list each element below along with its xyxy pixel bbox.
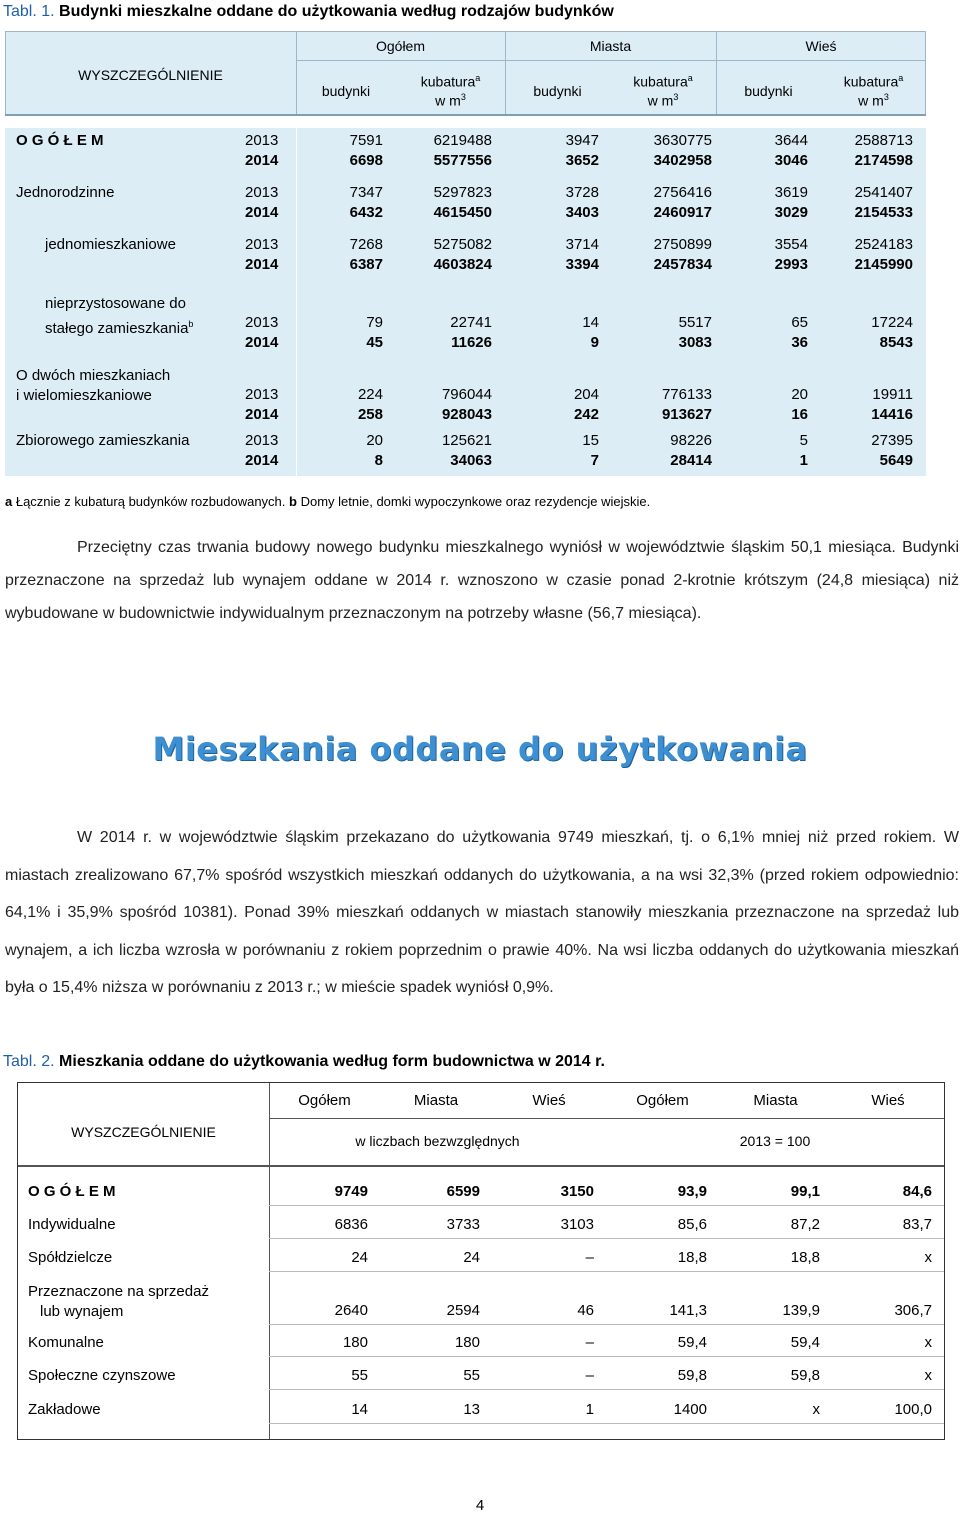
table1-cell: 2174598 <box>854 152 913 169</box>
table1-cell: 2154533 <box>854 204 913 221</box>
table2 <box>17 1082 945 1440</box>
table2-cell: 46 <box>577 1302 594 1319</box>
table2-cell: 84,6 <box>902 1183 932 1200</box>
table1-cell: 27395 <box>871 432 913 449</box>
col-header-kubatura: kubatura$^a$ w $m^3$ <box>420 73 481 109</box>
table1-cell: 7347 <box>349 184 383 201</box>
table2-cell: 59,8 <box>790 1367 820 1384</box>
table2-cell: 6836 <box>334 1216 368 1233</box>
col-header-budynki: budynki <box>744 83 793 99</box>
table1-cell: 20 <box>366 432 383 449</box>
table2-cell: 59,8 <box>677 1367 707 1384</box>
table1-header <box>5 31 926 116</box>
table1-cell: 11626 <box>451 334 492 351</box>
table2-col-header: Miasta <box>753 1092 798 1109</box>
table2-cell: – <box>585 1249 594 1266</box>
table1-cell: 3083 <box>678 334 712 351</box>
table2-cell: 14 <box>351 1401 368 1418</box>
table2-row-label: Przeznaczone na sprzedaż lub wynajem <box>28 1283 209 1320</box>
table2-sub-index: 2013 = 100 <box>739 1133 811 1149</box>
table1-cell: 3652 <box>565 152 599 169</box>
table1-cell: 224 <box>357 386 383 403</box>
table1-cell: 6432 <box>349 204 383 221</box>
table1-cell: 3554 <box>774 236 808 253</box>
table1-cell: 3394 <box>565 256 599 273</box>
table1-cell: 7268 <box>349 236 383 253</box>
table2-cell: 13 <box>463 1401 480 1418</box>
table2-cell: 3733 <box>446 1216 480 1233</box>
table1-cell: 15 <box>582 432 599 449</box>
table1-cell: 5577556 <box>433 152 492 169</box>
table1-cell: 3046 <box>774 152 808 169</box>
table1-cell: 6219488 <box>433 132 492 149</box>
table1-cell: 3644 <box>774 132 808 149</box>
table2-cell: x <box>924 1334 932 1351</box>
table1-cell: 2756416 <box>653 184 712 201</box>
table2-cell: 24 <box>351 1249 368 1266</box>
table1-cell: 34063 <box>450 452 492 469</box>
table1-cell: 5297823 <box>433 184 492 201</box>
table1-cell: 5517 <box>678 314 712 331</box>
table2-cell: 100,0 <box>894 1401 932 1418</box>
table1-cell: 1 <box>799 452 808 469</box>
table1-year: 2013 <box>245 236 279 253</box>
table2-row-label: Indywidualne <box>28 1216 116 1233</box>
table1-cell: 2460917 <box>653 204 712 221</box>
table1-cell: 20 <box>791 386 808 403</box>
section-heading: Mieszkania oddane do użytkowania <box>152 730 808 768</box>
table1-cell: 928043 <box>441 406 492 423</box>
group-header-wies: Wieś <box>805 38 837 54</box>
table1-row-label: O dwóch mieszkaniach i wielomieszkaniowe <box>16 367 171 404</box>
table1-year: 2014 <box>245 452 279 469</box>
stub-header: WYSZCZEGÓLNIENIE <box>78 67 223 83</box>
table2-cell: x <box>924 1367 932 1384</box>
table2-sub-absolute: w liczbach bezwzględnych <box>355 1133 520 1149</box>
table1-cell: 6387 <box>349 256 383 273</box>
table2-stub-header: WYSZCZEGÓLNIENIE <box>71 1124 216 1140</box>
table2-col-header: Miasta <box>413 1092 459 1109</box>
page-number: 4 <box>475 1497 485 1514</box>
table1-cell: 4603824 <box>433 256 492 273</box>
table1-year: 2014 <box>245 256 279 273</box>
table2-row-label: Spółdzielcze <box>28 1249 113 1266</box>
col-header-budynki: budynki <box>321 83 371 99</box>
table2-cell: 9749 <box>334 1183 368 1200</box>
table2-cell: x <box>924 1249 932 1266</box>
table2-row-label: Społeczne czynszowe <box>28 1367 176 1384</box>
table1-cell: 125621 <box>441 432 492 449</box>
table2-cell: 99,1 <box>790 1183 820 1200</box>
table1-cell: 36 <box>791 334 808 351</box>
table2-cell: x <box>812 1401 820 1418</box>
table1-cell: 7591 <box>349 132 383 149</box>
table1-cell: 4615450 <box>433 204 492 221</box>
table1-cell: 14 <box>582 314 599 331</box>
table2-row-label: Zakładowe <box>28 1401 101 1418</box>
table1-cell: 2588713 <box>854 132 913 149</box>
table1-cell: 28414 <box>670 452 712 469</box>
table1-row-label: Jednorodzinne <box>16 184 115 201</box>
table1-cell: 6698 <box>349 152 383 169</box>
table1-cell: 8543 <box>879 334 913 351</box>
table1-cell: 14416 <box>871 406 913 423</box>
table1-cell: 3403 <box>565 204 599 221</box>
table1-year: 2013 <box>245 432 279 449</box>
table2-row-label: O G Ó Ł E M <box>28 1183 116 1200</box>
table1-cell: 3630775 <box>653 132 712 149</box>
table2-cell: 1 <box>585 1401 594 1418</box>
table2-label: Tabl. 2. <box>3 1053 55 1070</box>
table1-cell: 9 <box>590 334 599 351</box>
table2-cell: 18,8 <box>677 1249 707 1266</box>
table1-year: 2014 <box>245 204 279 221</box>
table1-cell: 913627 <box>661 406 712 423</box>
table1-cell: 5 <box>799 432 808 449</box>
table2-cell: 2640 <box>334 1302 368 1319</box>
table2-cell: 1400 <box>673 1401 707 1418</box>
table1-year: 2013 <box>245 132 279 149</box>
group-header-miasta: Miasta <box>589 38 632 54</box>
table2-cell: 6599 <box>446 1183 480 1200</box>
table1-cell: 776133 <box>661 386 712 403</box>
table1-cell: 204 <box>573 386 599 403</box>
table1-cell: 8 <box>374 452 383 469</box>
table1-cell: 2750899 <box>653 236 712 253</box>
table1-cell: 796044 <box>441 386 492 403</box>
paragraph-dwellings: W 2014 r. w województwie śląskim przekazano do użytkowania 9749 mieszkań, tj. o 6,1% mniej niż przed rokiem. W miastach zrealizowano 67,7% spośród wszystkich mieszkań oddanych do użytkowania, a na wsi 32,3% (przed rokiem odpowiednio: 64,1% i 35,9% spośród 10381). Ponad 39% mieszkań oddanych w miastach stanowiły mieszkania przeznaczone na sprzedaż lub wynajem, a ich liczba wzrosła w porównaniu z rokiem poprzednim o prawie 40%. Na wsi liczba oddanych do użytkowania mieszkań była o 15,4% niższa w porównaniu z 2013 r.; w mieście spadek wyniósł 0,9%. <box>5 829 959 997</box>
col-header-kubatura: kubatura$^a$ w $m^3$ <box>843 73 904 109</box>
table1-title <box>3 3 614 21</box>
table1-cell: 3728 <box>565 184 599 201</box>
table1-footnotes: a Łącznie z kubaturą budynków rozbudowanych. b Domy letnie, domki wypoczynkowe oraz rezydencje wiejskie. <box>5 494 651 509</box>
table1-year: 2013 <box>245 386 279 403</box>
table1-row-label: Zbiorowego zamieszkania <box>16 432 190 449</box>
table2-title-text: Mieszkania oddane do użytkowania według form budownictwa w 2014 r. <box>59 1053 605 1070</box>
table1-cell: 22741 <box>450 314 492 331</box>
table2-cell: 141,3 <box>669 1302 707 1319</box>
table1-cell: 45 <box>366 334 383 351</box>
table2-cell: 2594 <box>446 1302 480 1319</box>
table1-cell: 17224 <box>871 314 913 331</box>
table1-cell: 7 <box>590 452 599 469</box>
table2-title <box>3 1053 605 1071</box>
table2-cell: 18,8 <box>790 1249 820 1266</box>
table1-cell: 2993 <box>774 256 808 273</box>
group-header-ogolem: Ogółem <box>375 38 426 54</box>
table1-year: 2013 <box>245 314 279 331</box>
table1-label: Tabl. 1. <box>3 3 55 20</box>
table2-cell: 83,7 <box>902 1216 932 1233</box>
table1-cell: 3714 <box>565 236 599 253</box>
table1-body <box>5 128 926 476</box>
table1-row-label: nieprzystosowane do stałego zamieszkania$^b$ <box>45 295 194 337</box>
table1-year: 2014 <box>245 334 279 351</box>
table2-cell: 55 <box>463 1367 480 1384</box>
table2-col-header: Ogółem <box>636 1092 689 1109</box>
table1-year: 2013 <box>245 184 279 201</box>
table2-col-header: Ogółem <box>298 1092 351 1109</box>
table1-year: 2014 <box>245 152 279 169</box>
table1-cell: 2457834 <box>653 256 712 273</box>
table1-row-label: O G Ó Ł E M <box>16 132 104 149</box>
table2-cell: 3103 <box>560 1216 594 1233</box>
table1-cell: 98226 <box>670 432 712 449</box>
table1-cell: 5649 <box>879 452 913 469</box>
table2-cell: – <box>585 1367 594 1384</box>
table2-row-label: Komunalne <box>28 1334 104 1351</box>
table1-cell: 2524183 <box>854 236 913 253</box>
table2-cell: 93,9 <box>677 1183 707 1200</box>
table1-cell: 16 <box>791 406 808 423</box>
table2-cell: 180 <box>342 1334 368 1351</box>
table2-cell: 59,4 <box>790 1334 820 1351</box>
table2-cell: 59,4 <box>677 1334 707 1351</box>
table1-cell: 5275082 <box>433 236 492 253</box>
table2-cell: 139,9 <box>782 1302 820 1319</box>
table1-cell: 3402958 <box>653 152 712 169</box>
table2-col-header: Wieś <box>532 1092 566 1109</box>
table2-cell: – <box>585 1334 594 1351</box>
table2-cell: 87,2 <box>790 1216 820 1233</box>
table2-cell: 24 <box>463 1249 480 1266</box>
table1-cell: 65 <box>791 314 808 331</box>
table1-cell: 3029 <box>774 204 808 221</box>
table1-cell: 79 <box>366 314 383 331</box>
table1-row-label: jednomieszkaniowe <box>45 236 176 253</box>
table1-title-text: Budynki mieszkalne oddane do użytkowania według rodzajów budynków <box>59 3 614 20</box>
table1-cell: 258 <box>357 406 383 423</box>
col-header-budynki: budynki <box>533 83 582 99</box>
table2-cell: 55 <box>351 1367 368 1384</box>
paragraph-construction-time: Przeciętny czas trwania budowy nowego budynku mieszkalnego wyniósł w województwie śląskim 50,1 miesiąca. Budynki przeznaczone na sprzedaż lub wynajem oddane w 2014 r. wznoszono w czasie ponad 2-krotnie krótszym (24,8 miesiąca) niż wybudowane w budownictwie indywidualnym przeznaczonym na potrzeby własne (56,7 miesiąca). <box>5 539 959 622</box>
table1-cell: 242 <box>573 406 599 423</box>
table1-cell: 2541407 <box>854 184 913 201</box>
table2-cell: 306,7 <box>894 1302 932 1319</box>
table2-col-header: Wieś <box>871 1092 905 1109</box>
table1-cell: 3947 <box>565 132 599 149</box>
table2-cell: 3150 <box>560 1183 594 1200</box>
table2-cell: 85,6 <box>677 1216 707 1233</box>
table1-year: 2014 <box>245 406 279 423</box>
col-header-kubatura: kubatura$^a$ w $m^3$ <box>633 73 693 109</box>
table1-cell: 19911 <box>872 386 913 403</box>
table2-cell: 180 <box>454 1334 480 1351</box>
table1-cell: 3619 <box>774 184 808 201</box>
table1-cell: 2145990 <box>854 256 913 273</box>
